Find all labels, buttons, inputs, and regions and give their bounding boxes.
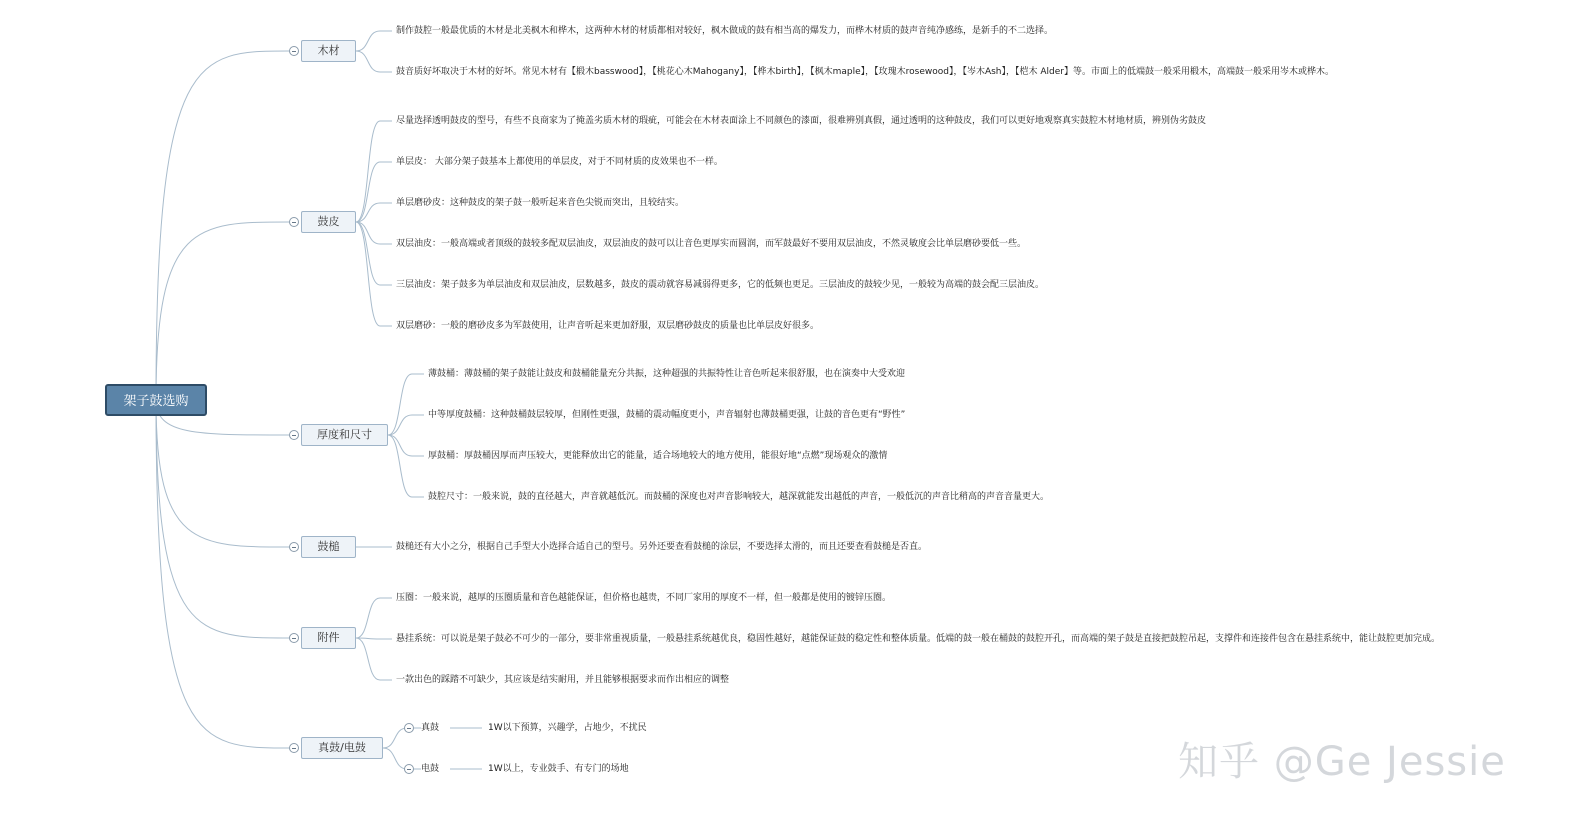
watermark: 知乎 @Ge Jessie bbox=[1178, 739, 1506, 785]
drumhead-item-3: 单层磨砂皮：这种鼓皮的架子鼓一般听起来音色尖锐而突出，且较结实。 bbox=[396, 198, 685, 208]
collapse-toggle-icon[interactable] bbox=[289, 743, 299, 753]
branch-drumsticks[interactable]: 鼓槌 bbox=[301, 536, 356, 558]
wood-item-2: 鼓音质好坏取决于木材的好坏。常见木材有【椴木basswood】，【桃花心木Mahogany】，【桦木birth】，【枫木maple】，【玫瑰木rosewood】，【岑木Ash】，【桤木 Alder】等。市面上的低端鼓一般采用椴木，高端鼓一般采用岑木或桦木。 bbox=[396, 67, 1334, 77]
drumhead-connector-3 bbox=[356, 203, 392, 222]
accessories-connector-2 bbox=[356, 638, 392, 639]
thickness-item-4: 鼓腔尺寸：一般来说，鼓的直径越大，声音就越低沉。而鼓桶的深度也对声音影响较大，越深就能发出越低的声音，一般低沉的声音比稍高的声音音量更大。 bbox=[428, 492, 1050, 502]
thickness-connector-2 bbox=[388, 415, 424, 435]
sub-electric-drum[interactable]: 电鼓 bbox=[421, 764, 440, 774]
drumhead-item-4: 双层油皮：一般高端或者顶级的鼓较多配双层油皮，双层油皮的鼓可以让音色更厚实而圆润，而军鼓最好不要用双层油皮，不然灵敏度会比单层磨砂要低一些。 bbox=[396, 239, 1027, 249]
accessories-item-3: 一款出色的踩踏不可缺少，其应该是结实耐用，并且能够根据要求而作出相应的调整 bbox=[396, 675, 730, 685]
wood-item-1: 制作鼓腔一般最优质的木材是北美枫木和桦木，这两种木材的材质都相对较好，枫木做成的鼓有相当高的爆发力，而桦木材质的鼓声音纯净感练，是新手的不二选择。 bbox=[396, 26, 1054, 36]
branch-accessories[interactable]: 附件 bbox=[301, 627, 356, 649]
collapse-toggle-icon[interactable] bbox=[289, 46, 299, 56]
branch-acoustic-electric[interactable]: 真鼓/电鼓 bbox=[301, 737, 383, 759]
collapse-toggle-icon[interactable] bbox=[404, 723, 414, 733]
accessories-connector-1 bbox=[356, 598, 392, 638]
branch-wood[interactable]: 木材 bbox=[301, 40, 356, 62]
root-connector-acoustic-electric bbox=[156, 400, 289, 748]
wood-connector-2 bbox=[356, 51, 392, 72]
drumhead-item-1: 尽量选择透明鼓皮的型号，有些不良商家为了掩盖劣质木材的瑕疵，可能会在木材表面涂上不同颜色的漆面，很难辨别真假，通过透明的这种鼓皮，我们可以更好地观察真实鼓腔木材地材质，辨别伪劣鼓皮 bbox=[396, 116, 1207, 126]
collapse-toggle-icon[interactable] bbox=[289, 430, 299, 440]
drumhead-item-6: 双层磨砂：一般的磨砂皮多为军鼓使用，让声音听起来更加舒服，双层磨砂鼓皮的质量也比单层皮好很多。 bbox=[396, 321, 820, 331]
collapse-toggle-icon[interactable] bbox=[289, 217, 299, 227]
sub-acoustic-drum[interactable]: 真鼓 bbox=[421, 723, 440, 733]
drumhead-connector-2 bbox=[356, 162, 392, 222]
root-topic[interactable]: 架子鼓选购 bbox=[105, 384, 207, 416]
root-connector-drumhead bbox=[156, 222, 289, 400]
acoustic-electric-connector-2 bbox=[383, 748, 407, 769]
thickness-connector-1 bbox=[388, 374, 424, 435]
wood-connector-1 bbox=[356, 31, 392, 51]
acoustic-drum-detail: 1W以下预算，兴趣学，占地少，不扰民 bbox=[488, 723, 647, 733]
thickness-item-1: 薄鼓桶：薄鼓桶的架子鼓能让鼓皮和鼓桶能量充分共振，这种超强的共振特性让音色听起来很舒服，也在演奏中大受欢迎 bbox=[428, 369, 906, 379]
collapse-toggle-icon[interactable] bbox=[289, 542, 299, 552]
electric-drum-detail: 1W以上，专业鼓手、有专门的场地 bbox=[488, 764, 629, 774]
accessories-connector-3 bbox=[356, 638, 392, 680]
root-connector-drumsticks bbox=[156, 400, 289, 547]
thickness-connector-4 bbox=[388, 435, 424, 497]
thickness-item-3: 厚鼓桶：厚鼓桶因厚而声压较大，更能释放出它的能量，适合场地较大的地方使用，能很好地“点燃”现场观众的激情 bbox=[428, 451, 888, 461]
collapse-toggle-icon[interactable] bbox=[404, 764, 414, 774]
acoustic-electric-connector-1 bbox=[383, 728, 407, 748]
drumhead-connector-5 bbox=[356, 222, 392, 285]
branch-thickness-size[interactable]: 厚度和尺寸 bbox=[301, 424, 388, 446]
root-connector-accessories bbox=[156, 400, 289, 638]
drumhead-item-2: 单层皮： 大部分架子鼓基本上都使用的单层皮，对于不同材质的皮效果也不一样。 bbox=[396, 157, 723, 167]
root-connector-wood bbox=[156, 51, 289, 400]
drumhead-connector-6 bbox=[356, 222, 392, 326]
collapse-toggle-icon[interactable] bbox=[289, 633, 299, 643]
drumsticks-item-1: 鼓槌还有大小之分，根据自己手型大小选择合适自己的型号。另外还要查看鼓槌的涂层，不要选择太滑的，而且还要查看鼓槌是否直。 bbox=[396, 542, 928, 552]
accessories-item-1: 压圈：一般来说，越厚的压圈质量和音色越能保证，但价格也越贵，不同厂家用的厚度不一样，但一般都是使用的镀锌压圈。 bbox=[396, 593, 892, 603]
accessories-item-2: 悬挂系统：可以说是架子鼓必不可少的一部分，要非常重视质量，一般悬挂系统越优良，稳固性越好，越能保证鼓的稳定性和整体质量。低端的鼓一般在桶鼓的鼓腔开孔，而高端的架子鼓是直接把鼓腔吊起，支撑件和连接件包含在悬挂系统中，能让鼓腔更加完成。 bbox=[396, 634, 1441, 644]
thickness-connector-3 bbox=[388, 435, 424, 456]
branch-drumhead[interactable]: 鼓皮 bbox=[301, 211, 356, 233]
thickness-item-2: 中等厚度鼓桶：这种鼓桶鼓层较厚，但刚性更强，鼓桶的震动幅度更小，声音辐射也薄鼓桶更强，让鼓的音色更有“野性” bbox=[428, 410, 906, 420]
drumhead-item-5: 三层油皮：架子鼓多为单层油皮和双层油皮，层数越多，鼓皮的震动就容易减弱得更多，它的低频也更足。三层油皮的鼓较少见，一般较为高端的鼓会配三层油皮。 bbox=[396, 280, 1045, 290]
drumhead-connector-1 bbox=[356, 121, 392, 222]
